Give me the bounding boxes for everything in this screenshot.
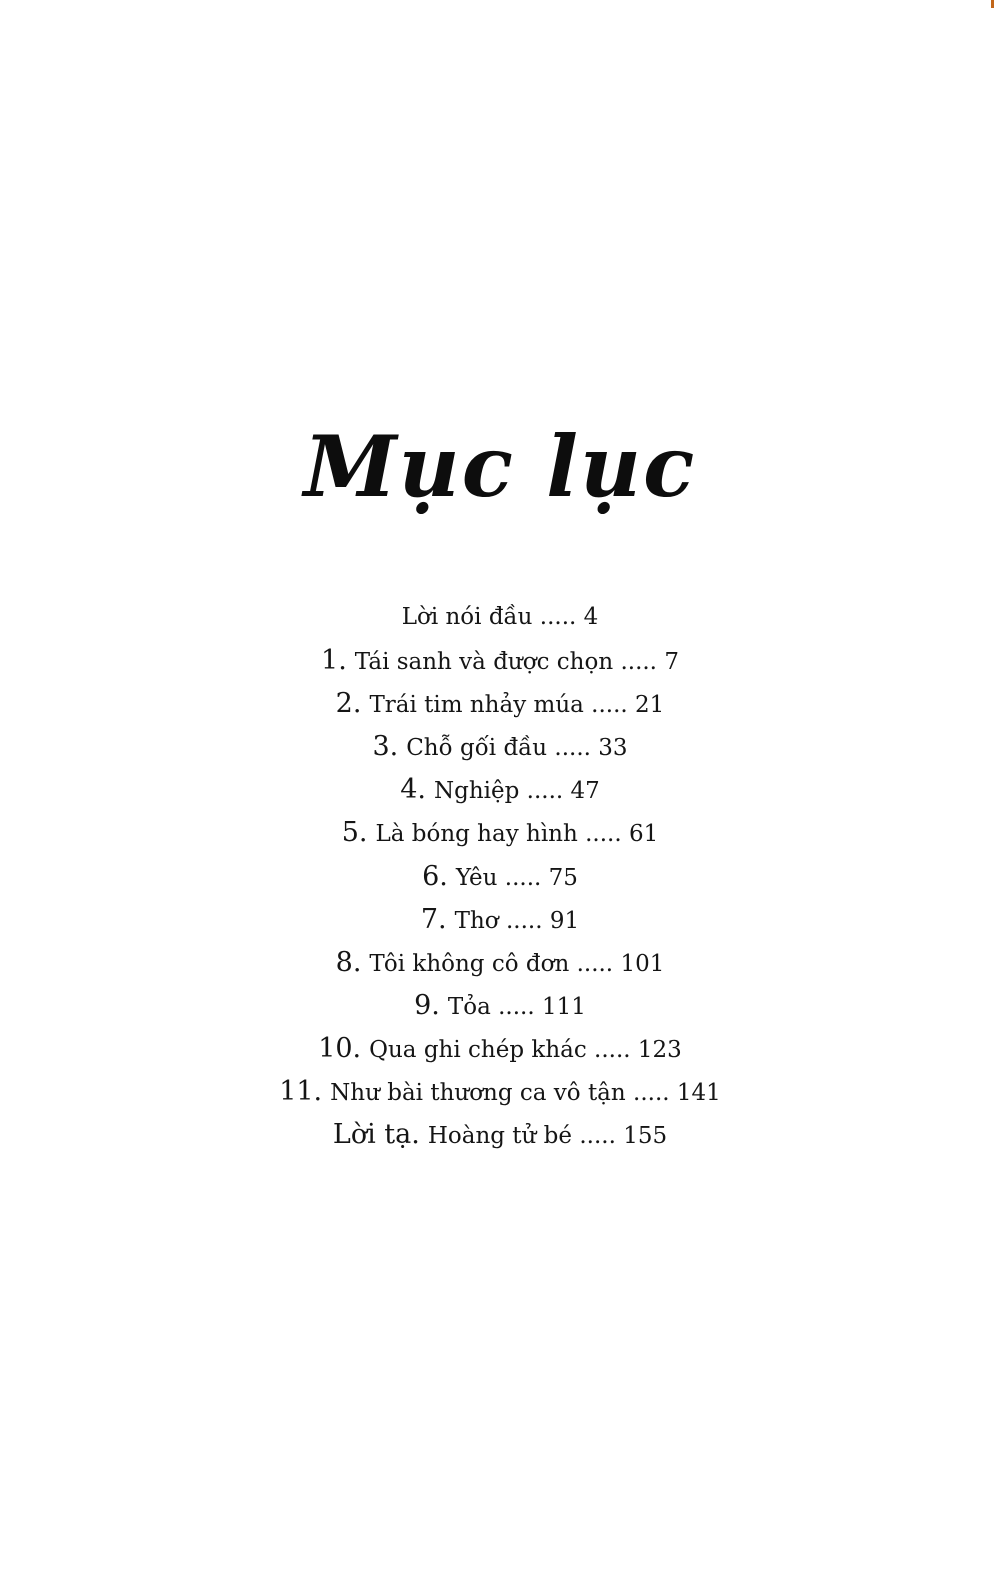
- scan-corner-mark: [991, 0, 994, 8]
- toc-entry-label: Tỏa .....: [447, 993, 542, 1020]
- toc-entry-chapter-7: [0, 898, 1000, 941]
- toc-entry-chapter-1: [0, 639, 1000, 682]
- toc-entry-number: 5.: [341, 817, 368, 849]
- toc-entry-label: Yêu .....: [455, 864, 549, 891]
- toc-entry-chapter-3: [0, 725, 1000, 768]
- toc-entry-number: 1.: [321, 645, 347, 677]
- table-of-contents-list: [0, 596, 1000, 1156]
- toc-entry-number: 8.: [335, 946, 362, 978]
- toc-entry-label: Thơ .....: [454, 907, 550, 934]
- toc-entry-number: 7.: [420, 903, 447, 935]
- toc-entry-chapter-8: [0, 941, 1000, 984]
- toc-entry-page: 75: [548, 864, 578, 891]
- toc-entry-page: 91: [549, 907, 580, 934]
- toc-entry-number: 3.: [372, 731, 399, 763]
- toc-entry-chapter-2: [0, 682, 1000, 725]
- toc-entry-chapter-5: [0, 811, 1000, 854]
- toc-entry-number: 2.: [335, 688, 362, 720]
- toc-entry-label: Nghiệp .....: [433, 778, 571, 805]
- toc-entry-page: 123: [637, 1036, 682, 1063]
- table-of-contents-heading: Mục lục: [303, 417, 697, 516]
- toc-entry-preface: [0, 596, 1000, 639]
- toc-entry-page: 7: [664, 649, 679, 676]
- toc-entry-number: 11.: [279, 1076, 323, 1108]
- toc-entry-page: 101: [620, 950, 665, 977]
- toc-entry-label: Chỗ gối đầu .....: [406, 735, 599, 762]
- toc-entry-label: Lời nói đầu .....: [401, 604, 584, 630]
- toc-entry-number: 10.: [318, 1032, 362, 1064]
- toc-entry-page: 47: [570, 778, 600, 805]
- toc-entry-page: 141: [676, 1080, 721, 1107]
- toc-entry-page: 21: [635, 692, 665, 719]
- toc-entry-label: Trái tim nhảy múa .....: [369, 692, 636, 719]
- toc-entry-page: 61: [629, 821, 659, 848]
- toc-entry-page: 155: [623, 1123, 668, 1150]
- toc-entry-label: Là bóng hay hình .....: [375, 821, 629, 848]
- toc-entry-label: Như bài thương ca vô tận .....: [330, 1080, 677, 1107]
- toc-entry-number: 9.: [414, 989, 440, 1021]
- toc-entry-label: Tôi không cô đơn .....: [369, 950, 621, 977]
- toc-entry-page: 33: [598, 735, 628, 762]
- toc-entry-chapter-6: [0, 855, 1000, 898]
- toc-entry-label: Hoàng tử bé .....: [427, 1123, 624, 1150]
- toc-entry-number: Lời tạ.: [332, 1119, 420, 1151]
- toc-entry-page: 111: [541, 993, 586, 1020]
- toc-entry-label: Qua ghi chép khác .....: [369, 1036, 638, 1063]
- toc-entry-number: 4.: [400, 774, 426, 806]
- toc-entry-afterword: [0, 1113, 1000, 1156]
- toc-entry-page: 4: [583, 604, 599, 630]
- toc-entry-label: Tái sanh và được chọn .....: [354, 649, 665, 676]
- toc-entry-number: 6.: [422, 860, 448, 892]
- toc-entry-chapter-9: [0, 984, 1000, 1027]
- toc-entry-chapter-11: [0, 1070, 1000, 1113]
- toc-entry-chapter-4: [0, 768, 1000, 811]
- toc-entry-chapter-10: [0, 1027, 1000, 1070]
